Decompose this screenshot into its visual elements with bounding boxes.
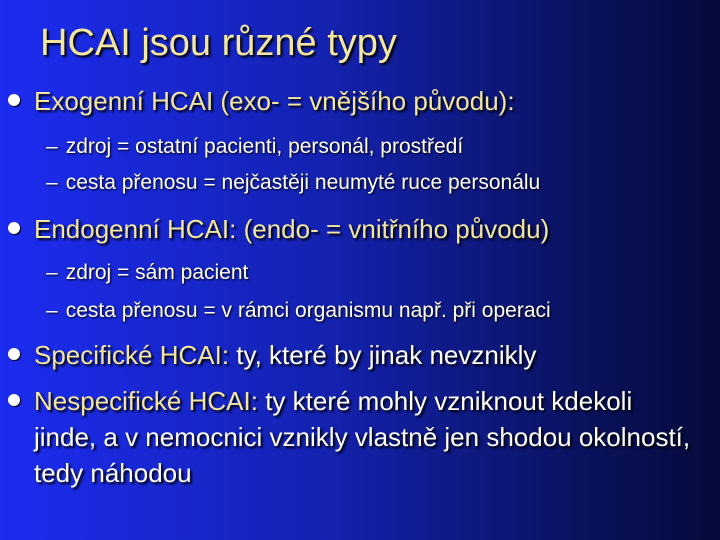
sub-bullet-item [46,170,540,196]
sub-bullet-item [46,260,248,286]
bullet-text: ty které mohly vzniknout kdekoli jinde, a v nemocnici vznikly vlastně jen shodou okolností, tedy náhodou [34,386,691,488]
bullet-dot-icon [8,394,20,406]
dash-icon: – [46,135,58,158]
dash-icon: – [46,171,58,194]
dash-icon: – [46,299,58,322]
bullet-item-endogenous [8,214,694,244]
bullet-item-exogenous [8,86,694,116]
bullet-text: ty, které by jinak nevznikly [229,340,537,370]
sub-bullet-item [46,298,551,324]
bullet-dot-icon [8,348,20,360]
sub-bullet-text: zdroj = ostatní pacienti, personál, prostředí [65,135,464,158]
bullet-heading: Specifické HCAI: [34,340,230,370]
bullet-heading: Exogenní HCAI (exo- = vnějšího původu): [34,86,515,116]
dash-icon: – [46,261,58,284]
sub-bullet-text: cesta přenosu = nejčastěji neumyté ruce personálu [65,171,541,194]
bullet-heading: Endogenní HCAI: (endo- = vnitřního původu) [34,214,550,244]
bullet-item-specific [8,340,694,370]
slide-title: HCAI jsou různé typy [40,22,397,64]
bullet-item-nonspecific [8,386,694,491]
bullet-dot-icon [8,94,20,106]
bullet-dot-icon [8,222,20,234]
sub-bullet-item [46,134,463,160]
sub-bullet-text: zdroj = sám pacient [65,261,249,284]
bullet-heading: Nespecifické HCAI: [34,386,258,416]
sub-bullet-text: cesta přenosu = v rámci organismu např. při operaci [65,299,551,322]
